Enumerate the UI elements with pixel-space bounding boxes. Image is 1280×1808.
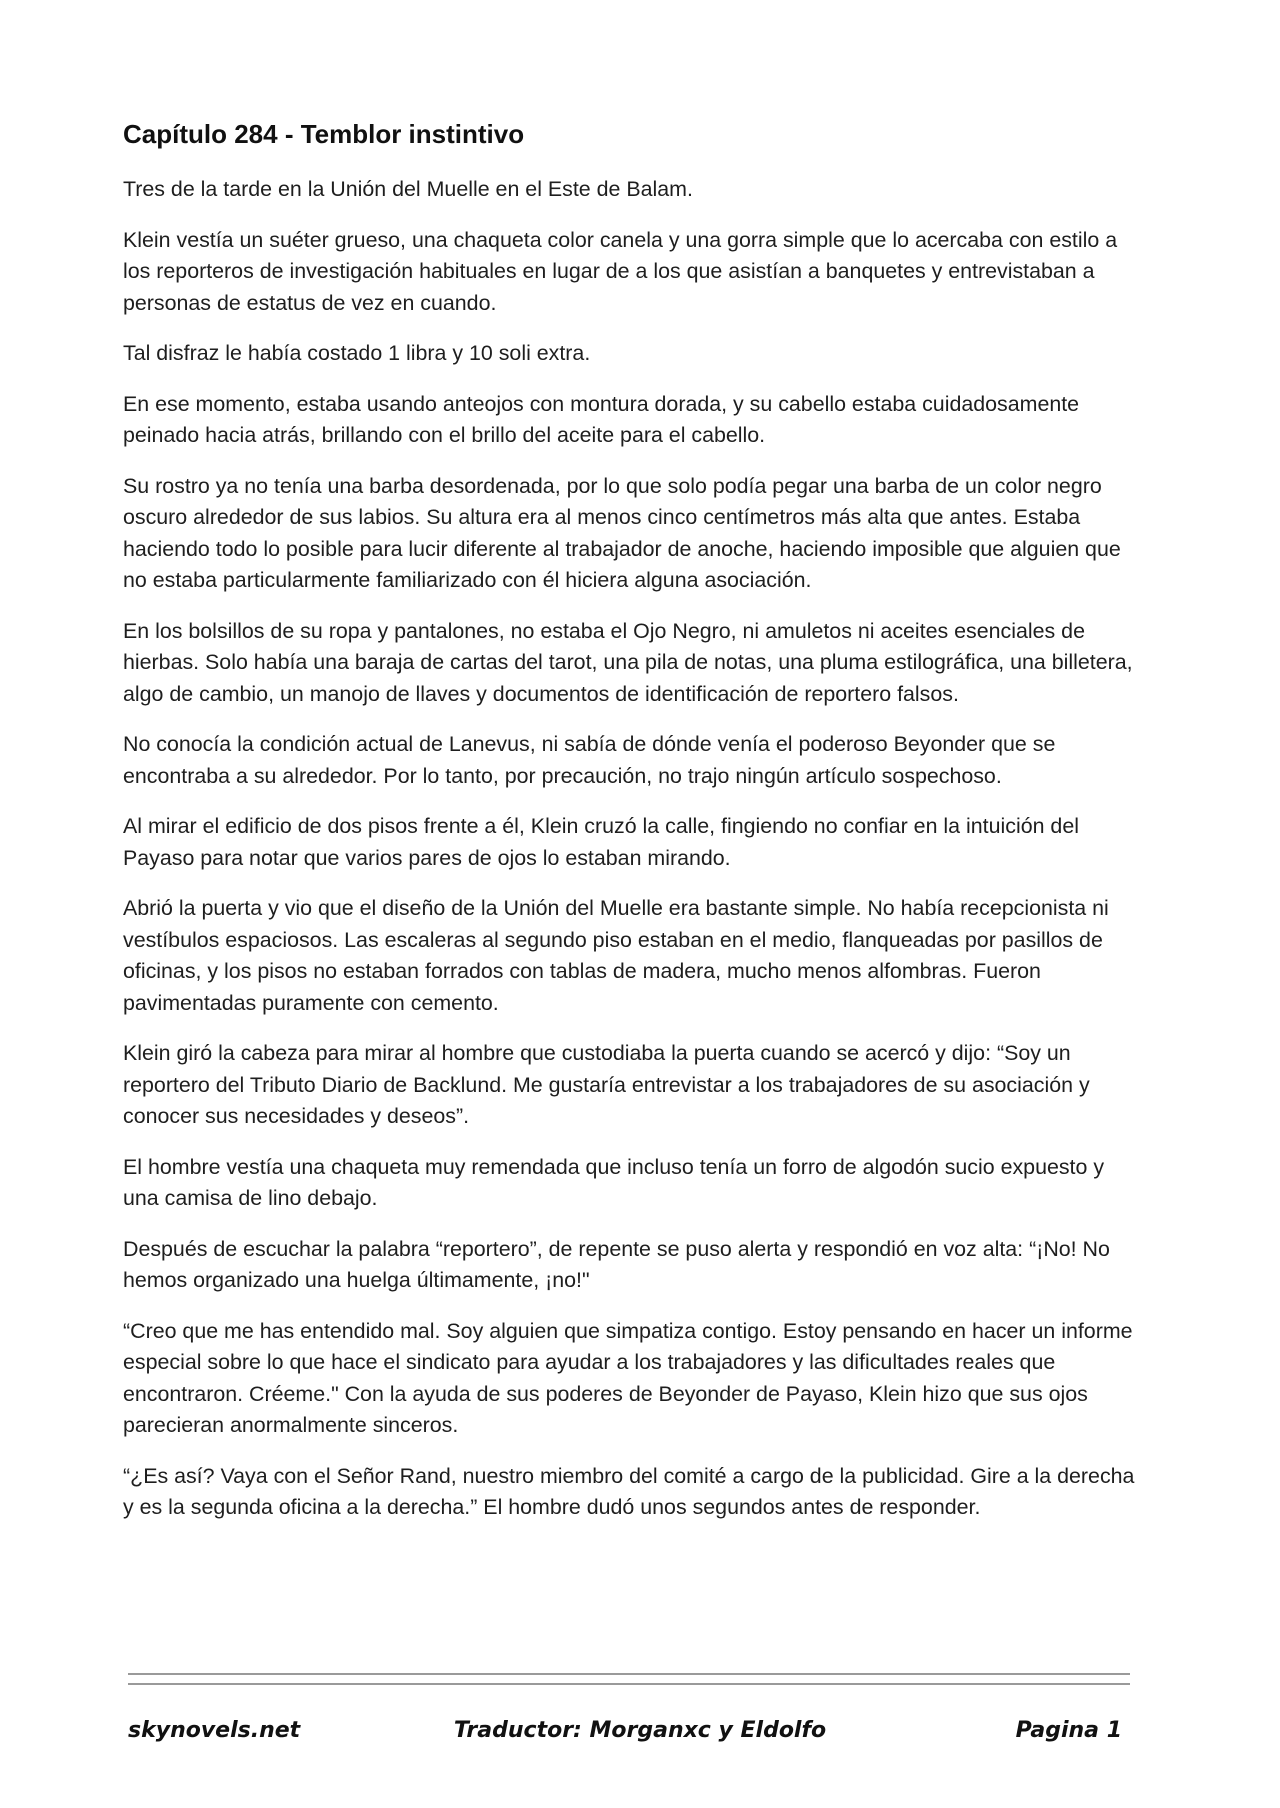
paragraph-14: “¿Es así? Vaya con el Señor Rand, nuestro miembro del comité a cargo de la publicidad. Gire a la derecha y es la segunda oficina a la derecha.” El hombre dudó unos segundos antes de responder. — [123, 1463, 1135, 1519]
paragraph-10: Klein giró la cabeza para mirar al hombre que custodiaba la puerta cuando se acercó y dijo: “Soy un reportero del Tributo Diario de Backlund. Me gustaría entrevistar a los trabajadores de su asociación y conocer sus necesidades y deseos”. — [123, 1041, 1090, 1128]
paragraph-12: Después de escuchar la palabra “reportero”, de repente se puso alerta y respondió en voz alta: “¡No! No hemos organizado una huelga últimamente, ¡no!" — [123, 1236, 1110, 1292]
paragraph-8: Al mirar el edificio de dos pisos frente a él, Klein cruzó la calle, fingiendo no confiar en la intuición del Payaso para notar que varios pares de ojos lo estaban mirando. — [123, 814, 1079, 870]
chapter-title: Capítulo 284 - Temblor instintivo — [123, 119, 525, 149]
paragraph-5: Su rostro ya no tenía una barba desordenada, por lo que solo podía pegar una barba de un color negro oscuro alrededor de sus labios. Su altura era al menos cinco centímetros más alta que antes. Estaba haciendo todo lo posible para lucir diferente al trabajador de anoche, haciendo imposible que alguien que no estaba particularmente familiarizado con él hiciera alguna asociación. — [123, 473, 1121, 592]
footer-page-number: Pagina 1 — [1015, 1718, 1122, 1743]
footer-divider-bottom — [128, 1683, 1130, 1685]
footer-divider-top — [128, 1673, 1130, 1675]
paragraph-6: En los bolsillos de su ropa y pantalones, no estaba el Ojo Negro, ni amuletos ni aceites esenciales de hierbas. Solo había una baraja de cartas del tarot, una pila de notas, una pluma estilográfica, una billetera, algo de cambio, un manojo de llaves y documentos de identificación de reportero falsos. — [123, 618, 1133, 706]
paragraph-9: Abrió la puerta y vio que el diseño de la Unión del Muelle era bastante simple. No había recepcionista ni vestíbulos espaciosos. Las escaleras al segundo piso estaban en el medio, flanqueadas por pasillos de oficinas, y los pisos no estaban forrados con tablas de madera, mucho menos alfombras. Fueron pavimentadas puramente con cemento. — [123, 896, 1109, 1015]
paragraph-1: Tres de la tarde en la Unión del Muelle en el Este de Balam. — [123, 177, 693, 201]
document-body — [123, 118, 1143, 1543]
paragraph-11: El hombre vestía una chaqueta muy remendada que incluso tenía un forro de algodón sucio expuesto y una camisa de lino debajo. — [123, 1154, 1105, 1210]
footer-translator-credit: Traductor: Morganxc y Eldolfo — [453, 1718, 827, 1743]
paragraph-3: Tal disfraz le había costado 1 libra y 10 soli extra. — [123, 341, 591, 365]
paragraph-7: No conocía la condición actual de Lanevus, ni sabía de dónde venía el poderoso Beyonder que se encontraba a su alrededor. Por lo tanto, por precaución, no trajo ningún artículo sospechoso. — [123, 732, 1056, 788]
footer-site: skynovels.net — [128, 1718, 301, 1743]
paragraph-2: Klein vestía un suéter grueso, una chaqueta color canela y una gorra simple que lo acercaba con estilo a los reporteros de investigación habituales en lugar de a los que asistían a banquetes y entrevistaban a personas de estatus de vez en cuando. — [123, 227, 1118, 315]
paragraph-13: “Creo que me has entendido mal. Soy alguien que simpatiza contigo. Estoy pensando en hacer un informe especial sobre lo que hace el sindicato para ayudar a los trabajadores y las dificultades reales que encontraron. Créeme." Con la ayuda de sus poderes de Beyonder de Payaso, Klein hizo que sus ojos parecieran anormalmente sinceros. — [123, 1318, 1133, 1437]
paragraph-4: En ese momento, estaba usando anteojos con montura dorada, y su cabello estaba cuidadosamente peinado hacia atrás, brillando con el brillo del aceite para el cabello. — [123, 391, 1080, 447]
